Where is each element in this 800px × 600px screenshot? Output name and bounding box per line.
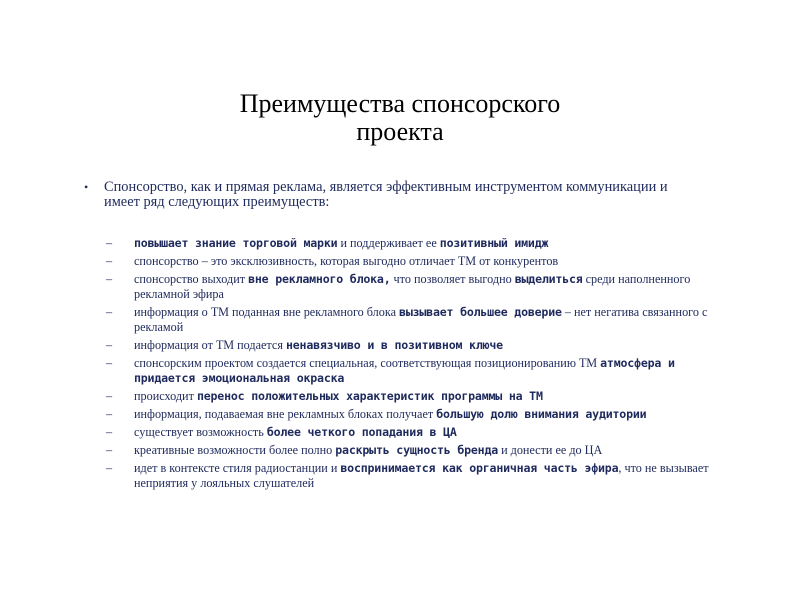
dash-bullet-icon: – bbox=[106, 338, 113, 352]
advantage-item bbox=[104, 305, 734, 335]
advantage-text: спонсорским проектом создается специальная, соответствующая позиционированию ТМ bbox=[134, 356, 601, 370]
advantage-text: информация, подаваемая вне рекламных блоках получает bbox=[134, 407, 437, 421]
advantage-item bbox=[104, 254, 734, 269]
advantage-item bbox=[104, 461, 734, 491]
main-bullet-text: Спонсорство, как и прямая реклама, является эффективным инструментом коммуникации и имеет ряд следующих преимуществ: bbox=[104, 179, 668, 210]
advantage-highlight: раскрыть сущность бренда bbox=[335, 443, 499, 457]
slide-title-line-2: проекта bbox=[356, 117, 444, 146]
advantage-highlight: позитивный имидж bbox=[439, 236, 549, 250]
advantage-item bbox=[104, 356, 734, 386]
advantage-text: – нет негатива связанного с рекламой bbox=[134, 305, 708, 334]
advantage-highlight: большую долю внимания аудитории bbox=[436, 407, 647, 421]
dash-bullet-icon: – bbox=[106, 389, 113, 403]
advantage-item bbox=[104, 425, 734, 440]
advantage-highlight: ненавязчиво и в позитивном ключе bbox=[285, 338, 503, 352]
advantage-text: креативные возможности более полно bbox=[134, 443, 336, 457]
advantage-highlight: воспринимается как органичная часть эфира bbox=[340, 461, 619, 475]
advantage-text: , что не вызывает неприятия у лояльных слушателей bbox=[134, 461, 709, 490]
advantage-text: спонсорство выходит bbox=[134, 272, 249, 286]
advantage-highlight: вне рекламного блока, bbox=[248, 272, 391, 286]
advantage-highlight: атмосфера и придается эмоциональная окраска bbox=[134, 356, 675, 385]
advantage-highlight: перенос положительных характеристик программы на ТМ bbox=[196, 389, 543, 403]
advantage-text: происходит bbox=[134, 389, 197, 403]
main-bullet-point bbox=[84, 179, 704, 210]
advantage-highlight: более четкого попадания в ЦА bbox=[266, 425, 457, 439]
advantage-highlight: повышает знание торговой марки bbox=[134, 236, 338, 250]
advantage-item bbox=[104, 443, 734, 458]
dash-bullet-icon: – bbox=[106, 305, 113, 319]
advantage-text: что позволяет выгодно bbox=[390, 272, 515, 286]
advantage-item bbox=[104, 407, 734, 422]
bullet-icon: • bbox=[84, 180, 89, 194]
advantage-text: и донести ее до ЦА bbox=[498, 443, 603, 457]
slide-title bbox=[0, 90, 800, 146]
dash-bullet-icon: – bbox=[106, 254, 113, 268]
advantage-text: спонсорство – это эксклюзивность, которая выгодно отличает ТМ от конкурентов bbox=[134, 254, 559, 268]
advantage-item bbox=[104, 236, 734, 251]
dash-bullet-icon: – bbox=[106, 443, 113, 457]
advantage-text: существует возможность bbox=[134, 425, 267, 439]
advantage-text: идет в контексте стиля радиостанции и bbox=[134, 461, 341, 475]
dash-bullet-icon: – bbox=[106, 407, 113, 421]
dash-bullet-icon: – bbox=[106, 236, 113, 250]
advantage-text: информация о ТМ поданная вне рекламного блока bbox=[134, 305, 400, 319]
dash-bullet-icon: – bbox=[106, 461, 113, 475]
advantage-text: среди наполненного рекламной эфира bbox=[134, 272, 691, 301]
advantage-text: и поддерживает ее bbox=[337, 236, 440, 250]
advantage-item bbox=[104, 338, 734, 353]
dash-bullet-icon: – bbox=[106, 356, 113, 370]
advantage-text: информация от ТМ подается bbox=[134, 338, 286, 352]
dash-bullet-icon: – bbox=[106, 272, 113, 286]
advantages-list bbox=[104, 236, 734, 494]
advantage-highlight: вызывает большее доверие bbox=[399, 305, 562, 319]
advantage-item bbox=[104, 389, 734, 404]
dash-bullet-icon: – bbox=[106, 425, 113, 439]
advantage-highlight: выделиться bbox=[514, 272, 583, 286]
slide-title-line-1: Преимущества спонсорского bbox=[239, 89, 561, 118]
advantage-item bbox=[104, 272, 734, 302]
